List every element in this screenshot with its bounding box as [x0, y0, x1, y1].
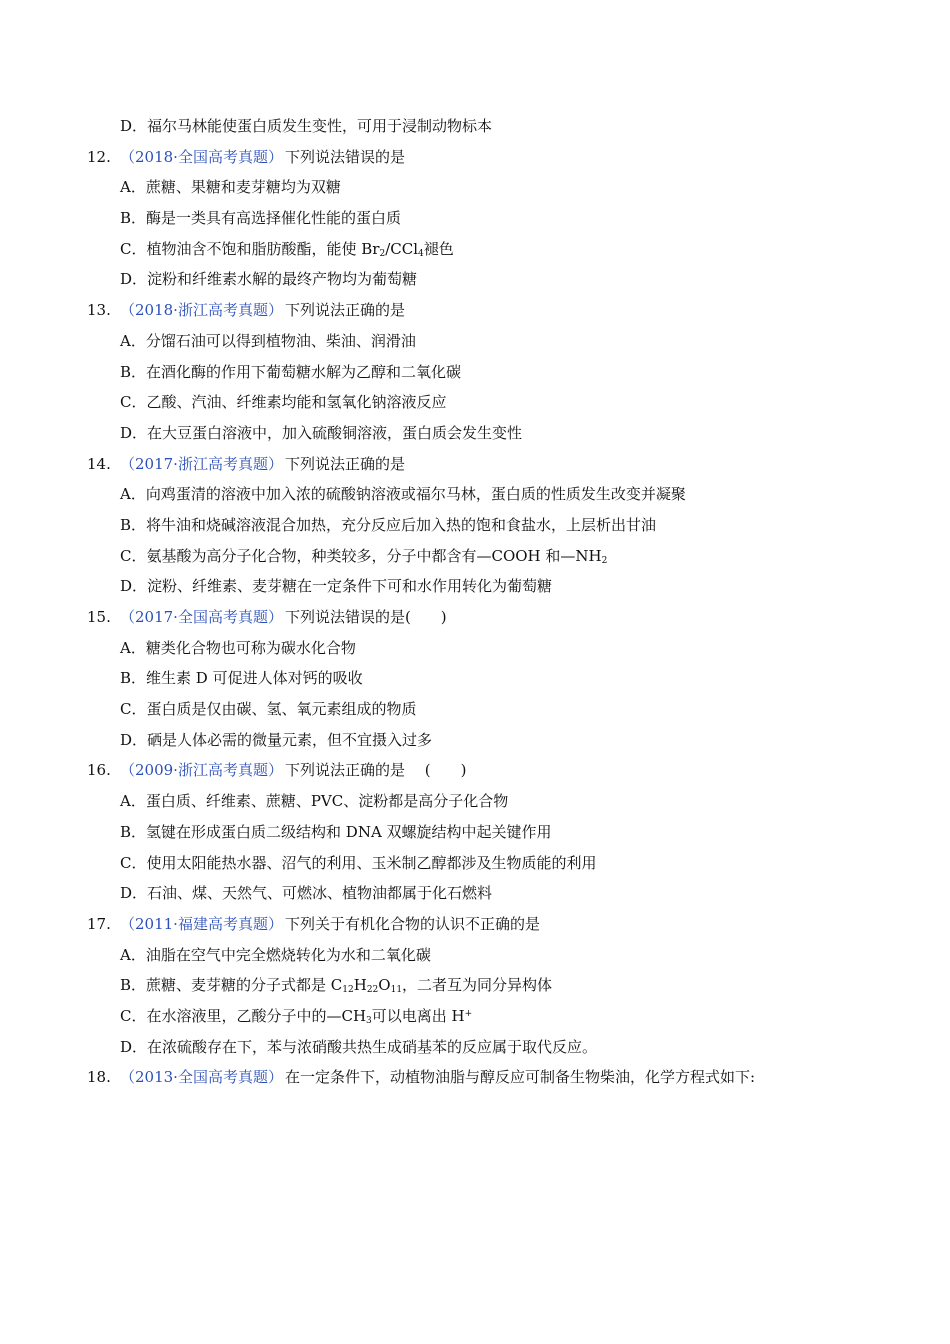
- subscript: 2: [601, 555, 608, 566]
- question-number: 14.: [87, 454, 111, 473]
- option-text: /CCl: [385, 239, 418, 258]
- option-17-a: [0, 940, 950, 971]
- option-text: A．蛋白质、纤维素、蔗糖、PVC、淀粉都是高分子化合物: [120, 792, 509, 811]
- question-stem: 下列说法正确的是 ( ): [284, 761, 467, 780]
- option-text: A．油脂在空气中完全燃烧转化为水和二氧化碳: [120, 945, 431, 964]
- option-text: D．淀粉和纤维素水解的最终产物均为葡萄糖: [120, 270, 418, 289]
- option-text: C．使用太阳能热水器、沼气的利用、玉米制乙醇都涉及生物质能的利用: [120, 853, 597, 872]
- option-15-a: [0, 633, 950, 664]
- option-15-d: [0, 725, 950, 756]
- option-14-d: [0, 571, 950, 602]
- question-number: 15.: [87, 608, 111, 626]
- option-text: B．蔗糖、麦芽糖的分子式都是 C: [120, 976, 343, 995]
- subscript: 12: [342, 985, 354, 996]
- option-text: B．酶是一类具有高选择催化性能的蛋白质: [120, 209, 402, 228]
- option-13-b: [0, 357, 950, 388]
- option-13-a: [0, 326, 950, 357]
- question-source: （2013·全国高考真题）: [120, 1068, 283, 1087]
- option-12-a: [0, 172, 950, 203]
- option-text: 可以电离出 H: [371, 1006, 465, 1025]
- option-14-b: [0, 510, 950, 541]
- question-number: 16.: [87, 761, 111, 780]
- option-17-b: [0, 970, 950, 1001]
- option-text: C．乙酸、汽油、纤维素均能和氢氧化钠溶液反应: [120, 393, 447, 412]
- question-17: [0, 909, 950, 940]
- option-text: C．在水溶液里，乙酸分子中的—CH: [120, 1006, 367, 1025]
- option-text: B．在酒化酶的作用下葡萄糖水解为乙醇和二氧化碳: [120, 362, 462, 381]
- option-16-a: [0, 786, 950, 817]
- subscript: 11: [390, 985, 403, 996]
- option-17-d: [0, 1032, 950, 1063]
- question-source: （2011·福建高考真题）: [120, 914, 283, 933]
- option-text: D．在浓硫酸存在下，苯与浓硝酸共热生成硝基苯的反应属于取代反应。: [120, 1037, 598, 1056]
- option-14-a: [0, 479, 950, 510]
- option-15-b: [0, 663, 950, 694]
- option-text: A．糖类化合物也可称为碳水化合物: [120, 638, 356, 657]
- question-14: [0, 449, 950, 480]
- option-text: A．分馏石油可以得到植物油、柴油、润滑油: [120, 331, 416, 350]
- option-text: B．将牛油和烧碱溶液混合加热，充分反应后加入热的饱和食盐水，上层析出甘油: [120, 515, 657, 534]
- option-12-d: [0, 264, 950, 295]
- question-stem: 下列说法错误的是( ): [284, 608, 447, 626]
- subscript: 3: [366, 1015, 372, 1026]
- question-stem: 下列说法错误的是: [284, 147, 405, 166]
- option-text: D．淀粉、纤维素、麦芽糖在一定条件下可和水作用转化为葡萄糖: [120, 577, 553, 596]
- option-text: C．植物油含不饱和脂肪酸酯，能使 Br: [120, 239, 380, 258]
- question-16: [0, 755, 950, 786]
- option-17-c: [0, 1001, 950, 1032]
- option-text: B．氢键在形成蛋白质二级结构和 DNA 双螺旋结构中起关键作用: [120, 822, 552, 841]
- option-text: A．蔗糖、果糖和麦芽糖均为双糖: [120, 178, 341, 197]
- question-number: 13.: [87, 301, 111, 320]
- question-15: [0, 602, 950, 633]
- subscript: 4: [418, 248, 424, 259]
- option-line: [0, 111, 950, 142]
- document-page: [0, 111, 950, 1093]
- question-13: [0, 295, 950, 326]
- question-stem: 在一定条件下，动植物油脂与醇反应可制备生物柴油，化学方程式如下:: [284, 1068, 756, 1087]
- option-16-c: [0, 848, 950, 879]
- question-source: （2018·全国高考真题）: [120, 147, 283, 166]
- subscript: 2: [379, 248, 386, 259]
- subscript: 22: [366, 985, 379, 996]
- question-12: [0, 142, 950, 173]
- option-text: D．硒是人体必需的微量元素，但不宜摄入过多: [120, 730, 433, 749]
- option-text: ，二者互为同分异构体: [402, 976, 553, 995]
- question-source: （2017·全国高考真题）: [120, 608, 283, 626]
- option-16-b: [0, 817, 950, 848]
- option-12-c: [0, 234, 950, 265]
- question-source: （2009·浙江高考真题）: [120, 761, 283, 780]
- option-14-c: [0, 541, 950, 572]
- option-13-c: [0, 387, 950, 418]
- question-stem: 下列说法正确的是: [284, 301, 405, 320]
- option-12-b: [0, 203, 950, 234]
- question-number: 17.: [87, 914, 111, 933]
- option-13-d: [0, 418, 950, 449]
- question-source: （2018·浙江高考真题）: [120, 301, 283, 320]
- option-text: 褪色: [423, 239, 454, 258]
- superscript: +: [464, 1008, 473, 1019]
- option-text: O: [378, 976, 391, 995]
- question-number: 12.: [87, 147, 111, 166]
- option-text: C．蛋白质是仅由碳、氢、氧元素组成的物质: [120, 700, 417, 719]
- question-stem: 下列关于有机化合物的认识不正确的是: [284, 914, 540, 933]
- option-text: H: [353, 976, 367, 995]
- option-16-d: [0, 878, 950, 909]
- option-text: B．维生素 D 可促进人体对钙的吸收: [120, 669, 363, 688]
- option-text: D．在大豆蛋白溶液中，加入硫酸铜溶液，蛋白质会发生变性: [120, 423, 523, 442]
- question-stem: 下列说法正确的是: [284, 454, 405, 473]
- question-18: [0, 1062, 950, 1093]
- option-text: C．氨基酸为高分子化合物，种类较多，分子中都含有—COOH 和—NH: [120, 546, 602, 565]
- option-text: D．福尔马林能使蛋白质发生变性，可用于浸制动物标本: [120, 117, 493, 135]
- question-number: 18.: [87, 1068, 111, 1087]
- question-source: （2017·浙江高考真题）: [120, 454, 283, 473]
- option-text: D．石油、煤、天然气、可燃冰、植物油都属于化石燃料: [120, 884, 493, 903]
- option-text: A．向鸡蛋清的溶液中加入浓的硫酸钠溶液或福尔马林，蛋白质的性质发生改变并凝聚: [120, 485, 686, 504]
- option-15-c: [0, 694, 950, 725]
